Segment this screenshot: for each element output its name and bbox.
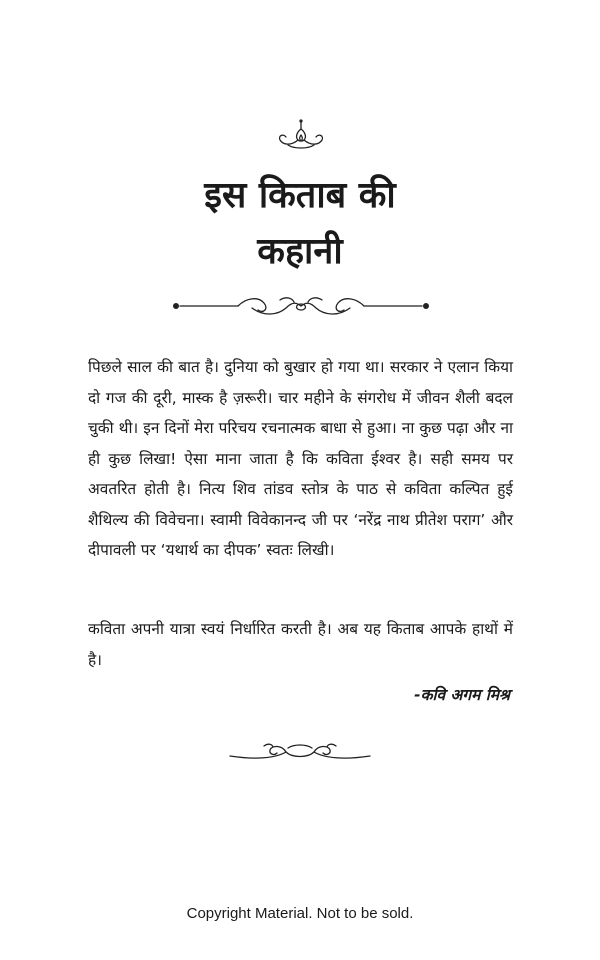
divider-swirl-icon xyxy=(168,290,434,322)
flourish-top-icon xyxy=(276,118,326,154)
body-paragraph-1: पिछले साल की बात है। दुनिया को बुखार हो गया था। सरकार ने एलान किया दो गज की दूरी, मास्क है ज़रूरी। चार महीने के संगरोध में जीवन शैली बदल चुकी थी। इन दिनों मेरा परिचय रचनात्मक बाधा से हुआ। ना कुछ पढ़ा और ना ही कुछ लिखा! ऐसा माना जाता है कि कविता ईश्वर है। सही समय पर अवतरित होती है। नित्य शिव तांडव स्तोत्र के पाठ से कविता कल्पित हुई शैथिल्य की विवेचना। स्वामी विवेकानन्द जी पर ‘नरेंद्र नाथ प्रीतेश पराग’ और दीपावली पर ‘यथार्थ का दीपक’ स्वतः लिखी। xyxy=(88,358,513,559)
flourish-bottom-icon xyxy=(226,736,374,766)
page-title-line-2: कहानी xyxy=(257,231,343,272)
author-signature: -कवि अगम मिश्र xyxy=(414,686,510,704)
page-title-line-1: इस किताब की xyxy=(204,175,396,216)
copyright-footer: Copyright Material. Not to be sold. xyxy=(186,905,414,922)
body-paragraph-2: कविता अपनी यात्रा स्वयं निर्धारित करती है। अब यह किताब आपके हाथों में है। xyxy=(88,620,513,669)
